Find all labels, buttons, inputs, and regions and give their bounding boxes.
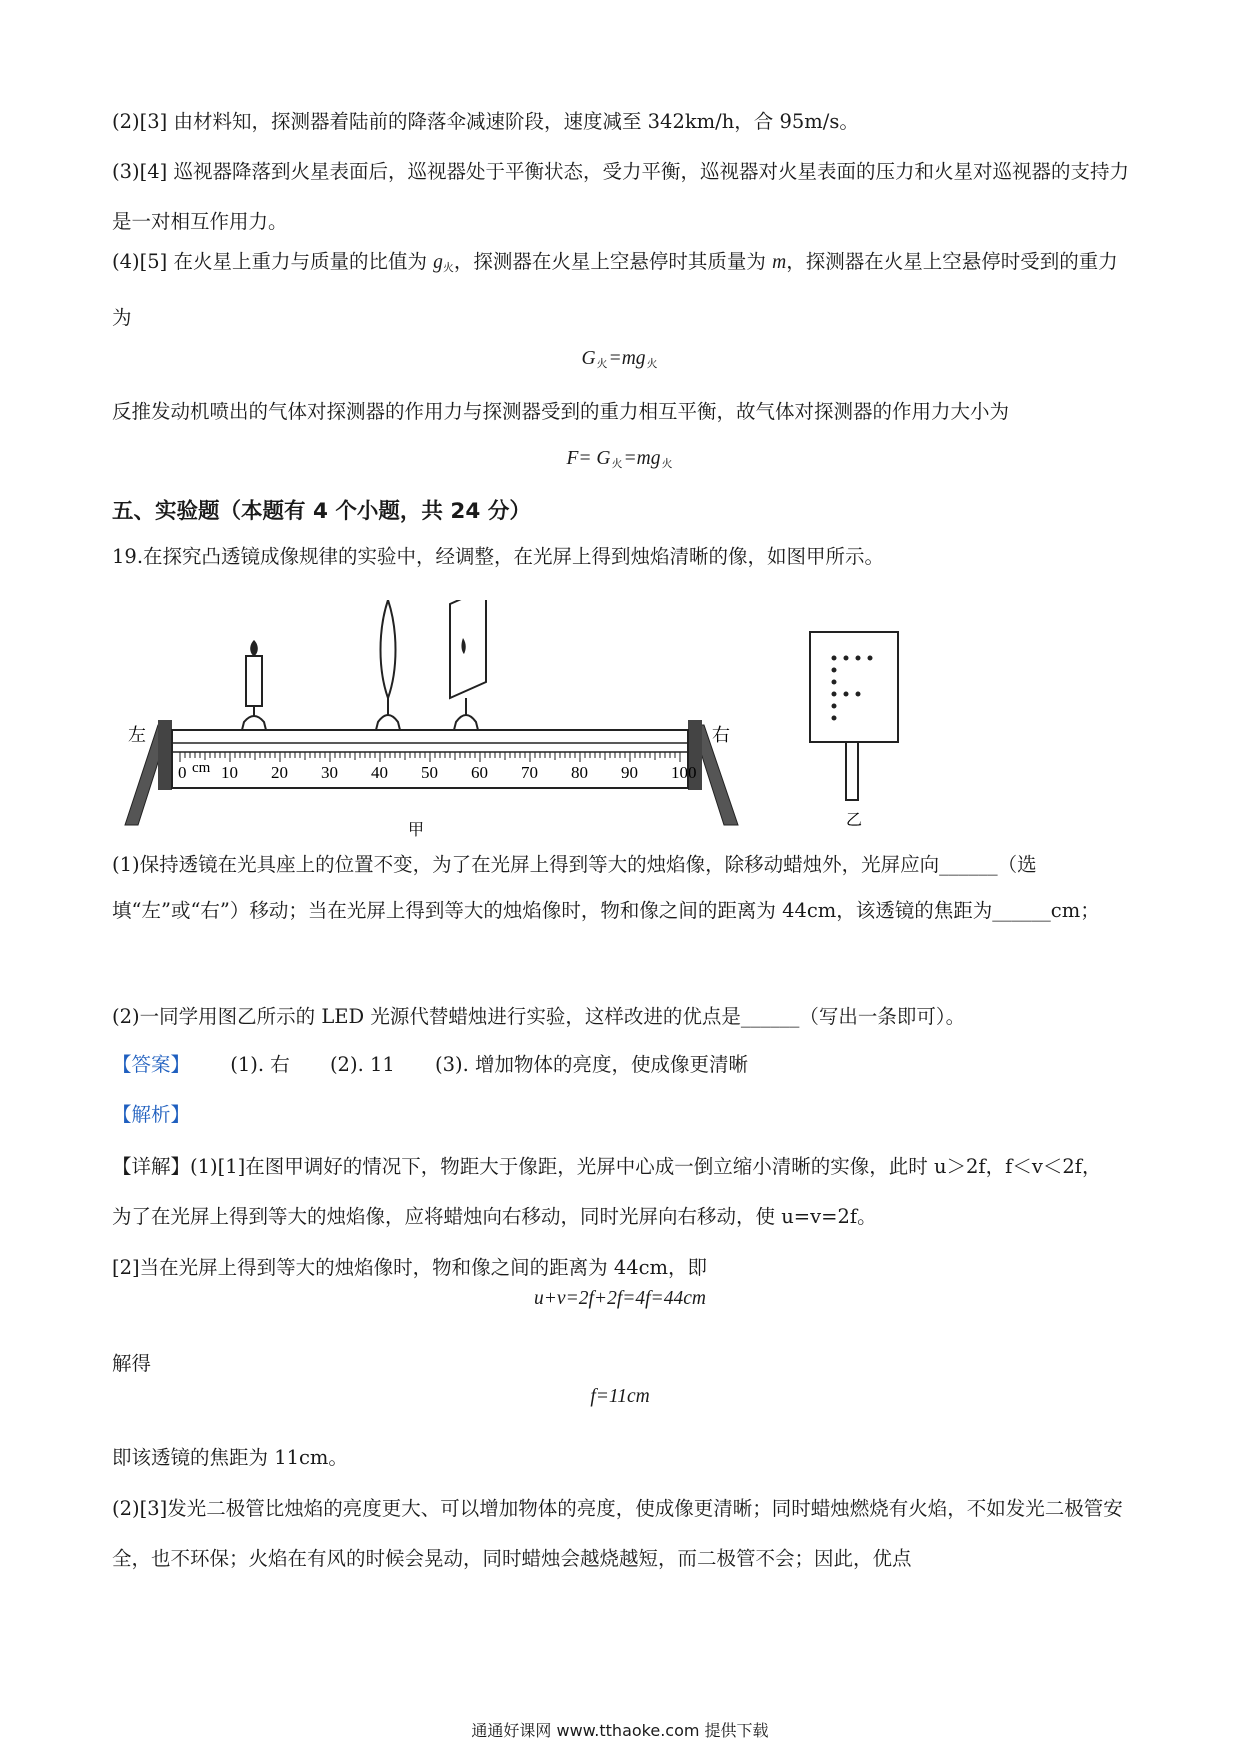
screen-icon xyxy=(450,600,486,730)
convex-lens-icon xyxy=(376,600,400,730)
ruler-tick-label: 20 xyxy=(271,763,288,782)
question-19-part-1: (1)保持透镜在光具座上的位置不变，为了在光屏上得到等大的烛焰像，除移动蜡烛外，光屏应向______（选填“左”或“右”）移动；当在光屏上得到等大的烛焰像时，物和像之间的距离为 44cm，该透镜的焦距为______cm； xyxy=(112,853,1100,922)
ruler-tick-label: 70 xyxy=(521,763,538,782)
led-dot xyxy=(844,656,849,661)
answer-3: (3). 增加物体的亮度，使成像更清晰 xyxy=(435,1053,749,1076)
ruler-tick-label: 80 xyxy=(571,763,588,782)
equation-4: f=11cm xyxy=(590,1386,650,1407)
detail-line-2: 为了在光屏上得到等大的烛焰像，应将蜡烛向右移动，同时光屏向右移动，使 u=v=2f。 xyxy=(112,1205,877,1228)
ruler-tick-label: 30 xyxy=(321,763,338,782)
section-title: 五、实验题（本题有 4 个小题，共 24 分） xyxy=(112,499,531,524)
line-1: (2)[3] 由材料知，探测器着陆前的降落伞减速阶段，速度减至 342km/h，合 95m/s。 xyxy=(112,110,859,133)
line-4: 反推发动机喷出的气体对探测器的作用力与探测器受到的重力相互平衡，故气体对探测器的作用力大小为 xyxy=(112,400,1010,423)
led-dot xyxy=(844,692,849,697)
led-dot xyxy=(868,656,873,661)
led-dot xyxy=(832,680,837,685)
led-dot xyxy=(832,692,837,697)
answer-label: 【答案】 xyxy=(112,1053,191,1076)
led-dot xyxy=(856,692,861,697)
analysis-label: 【解析】 xyxy=(112,1103,191,1126)
ruler-tick-label: 40 xyxy=(371,763,388,782)
line-3: (4)[5] 在火星上重力与质量的比值为 g火，探测器在火星上空悬停时其质量为 m，探测器在火星上空悬停时受到的重力为 xyxy=(112,250,1118,329)
answer-2: (2). 11 xyxy=(329,1053,395,1076)
ruler-tick-label: 50 xyxy=(421,763,438,782)
detail-line-1: 【详解】(1)[1]在图甲调好的情况下，物距大于像距，光屏中心成一倒立缩小清晰的实像，此时 u＞2f，f＜v＜2f， xyxy=(112,1155,1102,1178)
question-19-stem: 19.在探究凸透镜成像规律的实验中，经调整，在光屏上得到烛焰清晰的像，如图甲所示。 xyxy=(112,545,885,568)
detail-line-4: 解得 xyxy=(112,1352,152,1375)
led-dot xyxy=(832,656,837,661)
answer-row xyxy=(112,1040,1132,1090)
led-dot xyxy=(832,716,837,721)
optical-bench-figure xyxy=(120,600,740,840)
caption-yi: 乙 xyxy=(846,810,863,829)
answer-1: (1). 右 xyxy=(230,1053,290,1076)
led-dot xyxy=(856,656,861,661)
ruler-tick-label: 90 xyxy=(621,763,638,782)
left-label: 左 xyxy=(128,725,146,746)
detail-line-3: [2]当在光屏上得到等大的烛焰像时，物和像之间的距离为 44cm，即 xyxy=(112,1256,708,1279)
ruler-tick-label: 10 xyxy=(221,763,238,782)
detail-line-5: 即该透镜的焦距为 11cm。 xyxy=(112,1446,348,1469)
equation-3: u+v=2f+2f=4f=44cm xyxy=(534,1288,706,1309)
equation-1: $G_火=mg_火$ xyxy=(581,348,658,370)
led-panel-figure xyxy=(808,630,908,830)
led-dot xyxy=(832,668,837,673)
line-2: (3)[4] 巡视器降落到火星表面后，巡视器处于平衡状态，受力平衡，巡视器对火星表面的压力和火星对巡视器的支持力是一对相互作用力。 xyxy=(112,160,1129,233)
left-post-icon xyxy=(158,720,172,790)
led-panel-stand xyxy=(846,742,858,800)
caption-jia: 甲 xyxy=(408,820,425,839)
detail-line-6: (2)[3]发光二极管比烛焰的亮度更大、可以增加物体的亮度，使成像更清晰；同时蜡烛燃烧有火焰，不如发光二极管安全，也不环保；火焰在有风的时候会晃动，同时蜡烛会越烧越短，而二极管不会；因此，优点 xyxy=(112,1497,1123,1570)
ruler-tick-label: 0 xyxy=(178,763,187,782)
right-label: 右 xyxy=(712,725,730,746)
ruler-tick-label: 60 xyxy=(471,763,488,782)
candle-icon xyxy=(242,640,266,730)
ruler-tick-label: 100 xyxy=(671,763,697,782)
led-dot xyxy=(832,704,837,709)
footer: 通通好课网 www.tthaoke.com 提供下载 xyxy=(471,1721,769,1740)
unit-label: cm xyxy=(192,760,211,776)
led-panel-board xyxy=(810,632,898,742)
question-19-part-2: (2)一同学用图乙所示的 LED 光源代替蜡烛进行实验，这样改进的优点是______（写出一条即可）。 xyxy=(112,1005,966,1028)
equation-2: $F= G_火=mg_火$ xyxy=(566,448,673,470)
